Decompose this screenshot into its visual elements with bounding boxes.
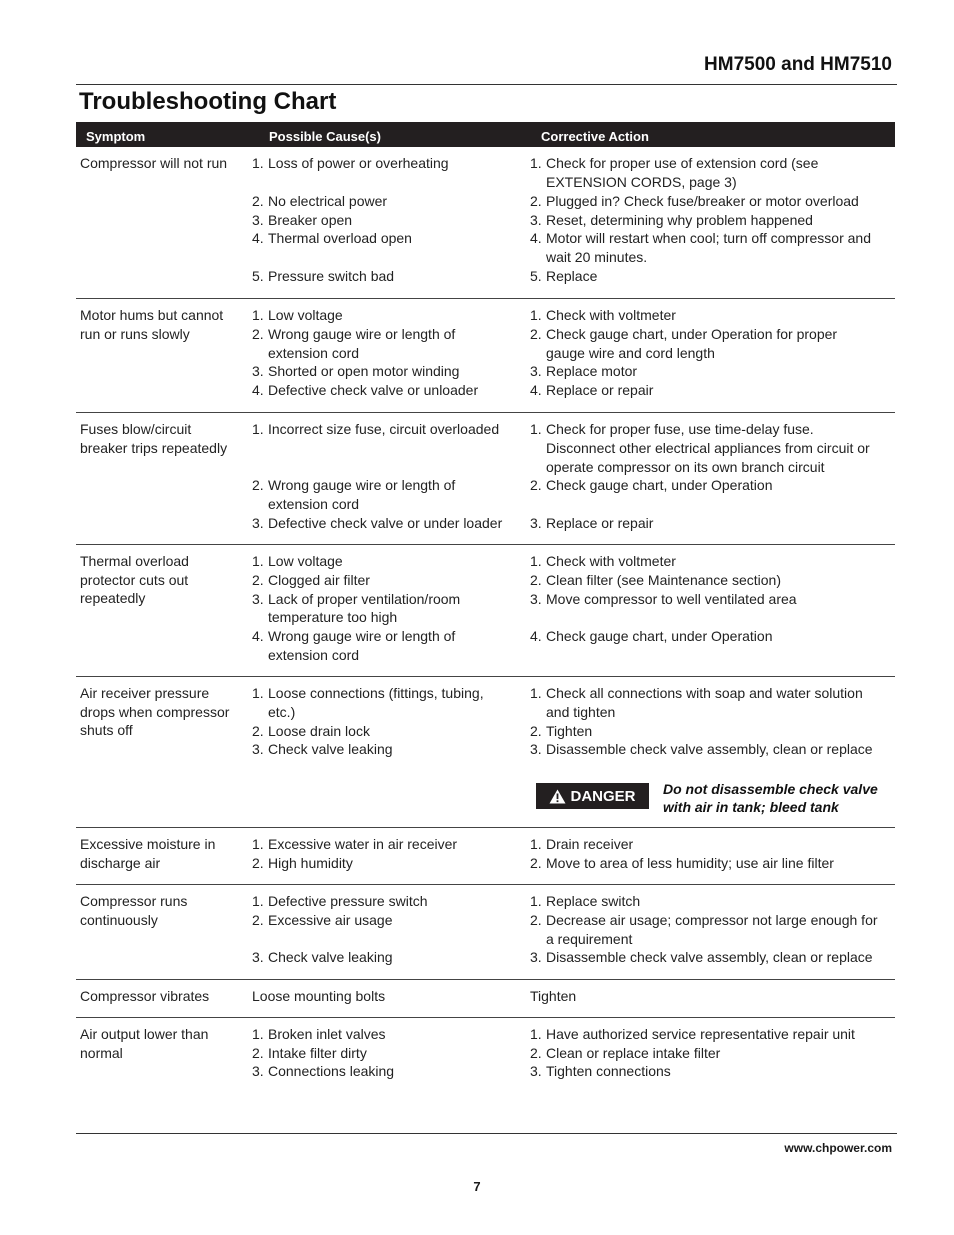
item-text: Low voltage <box>268 307 343 323</box>
cause-line <box>252 835 457 854</box>
item-number: 2. <box>252 1044 264 1061</box>
item-text: wait 20 minutes. <box>546 249 648 265</box>
symptom-text: continuously <box>80 911 158 928</box>
cause-line <box>252 646 359 665</box>
action-line <box>530 229 871 248</box>
cause-line <box>252 987 385 1006</box>
item-number: 3. <box>530 949 542 965</box>
cause-line <box>252 344 359 363</box>
action-line <box>530 192 859 211</box>
item-number: 1. <box>252 685 264 701</box>
item-number: 2. <box>252 193 264 209</box>
item-number: 3. <box>252 590 264 607</box>
item-number: 1. <box>530 155 542 171</box>
action-line <box>530 211 813 230</box>
symptom-text: drops when compressor <box>80 703 230 720</box>
item-number: 2. <box>530 722 542 739</box>
item-text: Clean filter (see Maintenance section) <box>546 572 782 588</box>
cause-line <box>252 495 359 514</box>
item-number: 4. <box>252 382 264 398</box>
item-text: Check for proper use of extension cord (see <box>546 155 819 171</box>
item-text: extension cord <box>268 496 360 512</box>
danger-message-line: with air in tank; bleed tank <box>663 799 839 815</box>
item-text: Excessive water in air receiver <box>268 836 458 852</box>
item-number: 5. <box>530 267 542 284</box>
item-text: Replace or repair <box>546 515 654 531</box>
cause-line <box>252 1044 367 1063</box>
danger-label: DANGER <box>570 787 636 805</box>
item-text: Loss of power or overheating <box>268 155 449 171</box>
item-number: 1. <box>530 1026 542 1042</box>
action-line <box>530 362 637 381</box>
item-number: 2. <box>252 326 264 342</box>
item-number: 3. <box>252 741 264 757</box>
item-number: 3. <box>530 1063 542 1079</box>
cause-line <box>252 362 459 381</box>
item-text: Low voltage <box>268 553 343 569</box>
troubleshooting-table <box>76 122 895 1098</box>
table-header <box>76 122 895 147</box>
item-text: Intake filter dirty <box>268 1044 367 1061</box>
item-text: No electrical power <box>268 193 388 209</box>
item-text: Check valve leaking <box>268 949 393 965</box>
symptom-text: protector cuts out <box>80 571 189 588</box>
item-text: Check valve leaking <box>268 741 393 757</box>
item-text: Decrease air usage; compressor not large enough for <box>546 912 878 928</box>
item-text: Defective check valve or under loader <box>268 515 503 531</box>
item-number: 2. <box>252 854 264 871</box>
item-text: Disconnect other electrical appliances from circuit or <box>546 440 870 456</box>
item-text: Shorted or open motor winding <box>268 363 460 379</box>
cause-line <box>252 608 397 627</box>
item-text: Thermal overload open <box>268 230 412 246</box>
item-number: 3. <box>252 1063 264 1079</box>
item-number: 2. <box>252 912 264 928</box>
header-causes: Possible Cause(s) <box>269 129 381 144</box>
item-number: 2. <box>530 193 542 209</box>
item-text: Wrong gauge wire or length of <box>268 628 456 644</box>
cause-line <box>252 590 460 609</box>
item-text: Loose mounting bolts <box>252 988 386 1004</box>
cause-line <box>252 571 370 590</box>
item-number: 1. <box>530 307 542 323</box>
item-number: 1. <box>252 1026 264 1042</box>
item-text: Have authorized service representative repair unit <box>546 1026 855 1042</box>
item-text: Defective pressure switch <box>268 893 428 909</box>
item-text: Replace switch <box>546 893 641 909</box>
item-text: gauge wire and cord length <box>546 344 715 361</box>
item-text: extension cord <box>268 344 360 361</box>
item-text: Drain receiver <box>546 836 634 852</box>
action-line <box>530 267 597 286</box>
item-number: 5. <box>252 268 264 284</box>
item-number: 3. <box>530 363 542 379</box>
item-text: Reset, determining why problem happened <box>546 211 813 228</box>
action-line <box>530 948 873 967</box>
symptom-text: Fuses blow/circuit <box>80 421 192 437</box>
danger-message-line: Do not disassemble check valve <box>663 781 878 797</box>
cause-line <box>252 325 455 344</box>
item-text: Incorrect size fuse, circuit overloaded <box>268 421 500 437</box>
item-number: 4. <box>530 230 542 246</box>
symptom-text: normal <box>80 1044 123 1061</box>
item-text: Replace or repair <box>546 382 654 398</box>
cause-line <box>252 476 455 495</box>
cause-line <box>252 154 449 173</box>
cause-line <box>252 740 393 759</box>
item-number: 1. <box>530 836 542 852</box>
item-text: Clogged air filter <box>268 572 370 588</box>
item-number: 1. <box>530 685 542 701</box>
action-line <box>530 439 870 458</box>
action-line <box>530 381 653 400</box>
action-line <box>530 740 873 759</box>
item-number: 3. <box>530 515 542 531</box>
action-line <box>530 420 814 439</box>
item-number: 4. <box>252 628 264 644</box>
table-row <box>76 147 895 299</box>
action-line <box>530 248 647 267</box>
symptom-text: breaker trips repeatedly <box>80 439 228 456</box>
item-text: Check gauge chart, under Operation <box>546 477 773 493</box>
cause-line <box>252 684 484 703</box>
item-text: EXTENSION CORDS, page 3) <box>546 174 737 190</box>
table-row <box>76 545 895 677</box>
table-row <box>76 828 895 885</box>
footer-rule <box>76 1133 897 1134</box>
symptom-text: Compressor will not run <box>80 155 228 171</box>
action-line <box>530 325 837 344</box>
action-line <box>530 835 633 854</box>
table-row <box>76 885 895 980</box>
item-text: Loose connections (fittings, tubing, <box>268 685 484 701</box>
action-line <box>530 173 737 192</box>
item-number: 4. <box>530 382 542 398</box>
item-text: operate compressor on its own branch circuit <box>546 459 825 475</box>
item-number: 1. <box>252 836 264 852</box>
item-number: 3. <box>530 741 542 757</box>
table-row <box>76 299 895 413</box>
table-row <box>76 413 895 545</box>
item-number: 3. <box>530 590 542 607</box>
action-line <box>530 987 576 1006</box>
item-text: Motor will restart when cool; turn off compressor and <box>546 230 871 246</box>
item-text: Move compressor to well ventilated area <box>546 590 797 607</box>
symptom-text: run or runs slowly <box>80 325 190 342</box>
item-text: Check with voltmeter <box>546 307 676 323</box>
action-line <box>530 344 715 363</box>
item-number: 3. <box>530 211 542 228</box>
table-row <box>76 1018 895 1098</box>
action-line <box>530 627 772 646</box>
item-text: High humidity <box>268 854 353 871</box>
cause-line <box>252 211 352 230</box>
item-text: Replace <box>546 267 598 284</box>
item-number: 3. <box>252 363 264 379</box>
item-text: Plugged in? Check fuse/breaker or motor overload <box>546 193 859 209</box>
symptom-text: Compressor runs <box>80 893 188 909</box>
action-line <box>530 854 834 873</box>
item-text: Defective check valve or unloader <box>268 382 479 398</box>
item-number: 2. <box>530 1044 542 1061</box>
symptom-text: shuts off <box>80 722 133 739</box>
item-number: 2. <box>530 854 542 871</box>
action-line <box>530 306 676 325</box>
action-line <box>530 1025 855 1044</box>
item-number: 1. <box>252 421 264 437</box>
website: www.chpower.com <box>784 1141 892 1155</box>
item-text: etc.) <box>268 704 296 720</box>
item-number: 2. <box>530 572 542 588</box>
item-text: Disassemble check valve assembly, clean or replace <box>546 741 873 757</box>
action-line <box>530 154 818 173</box>
item-text: extension cord <box>268 647 360 663</box>
action-line <box>530 892 640 911</box>
page-number: 7 <box>473 1179 481 1194</box>
action-line <box>530 552 676 571</box>
cause-line <box>252 948 393 967</box>
action-line <box>530 590 797 609</box>
item-text: Excessive air usage <box>268 912 393 928</box>
cause-line <box>252 552 343 571</box>
header-rule <box>76 84 897 85</box>
item-number: 2. <box>252 722 264 739</box>
action-line <box>530 911 878 930</box>
symptom-text: Air output lower than <box>80 1026 209 1042</box>
item-text: Check for proper fuse, use time-delay fuse. <box>546 421 814 437</box>
danger-message <box>663 780 903 816</box>
item-text: Connections leaking <box>268 1063 395 1079</box>
item-text: Check gauge chart, under Operation <box>546 628 773 644</box>
model-heading: HM7500 and HM7510 <box>704 54 892 75</box>
action-line <box>530 1044 720 1063</box>
symptom-text: discharge air <box>80 854 161 871</box>
action-line <box>530 684 863 703</box>
action-line <box>530 514 653 533</box>
table-body <box>76 147 895 1098</box>
action-line <box>530 1062 671 1081</box>
symptom-text: repeatedly <box>80 590 146 607</box>
item-number: 2. <box>530 912 542 928</box>
cause-line <box>252 306 343 325</box>
item-number: 1. <box>530 421 542 437</box>
item-text: Wrong gauge wire or length of <box>268 477 456 493</box>
cause-line <box>252 1062 394 1081</box>
symptom-text: Compressor vibrates <box>80 988 210 1004</box>
danger-badge <box>536 783 649 809</box>
header-symptom: Symptom <box>86 129 146 144</box>
warning-triangle-icon <box>549 789 566 804</box>
item-text: Breaker open <box>268 211 353 228</box>
item-text: Broken inlet valves <box>268 1026 386 1042</box>
symptom-text: Air receiver pressure <box>80 685 210 701</box>
cause-line <box>252 627 455 646</box>
cause-line <box>252 420 499 439</box>
item-text: Pressure switch bad <box>268 268 395 284</box>
item-number: 1. <box>530 553 542 569</box>
item-number: 4. <box>530 628 542 644</box>
item-number: 2. <box>252 477 264 493</box>
cause-line <box>252 381 478 400</box>
item-text: Check gauge chart, under Operation for proper <box>546 326 838 342</box>
action-line <box>530 703 615 722</box>
item-text: a requirement <box>546 930 633 947</box>
header-action: Corrective Action <box>541 129 649 144</box>
table-row <box>76 677 895 828</box>
page-title: Troubleshooting Chart <box>79 88 337 115</box>
cause-line <box>252 703 295 722</box>
item-text: Lack of proper ventilation/room <box>268 590 461 607</box>
cause-line <box>252 192 387 211</box>
item-number: 4. <box>252 230 264 246</box>
item-number: 1. <box>252 893 264 909</box>
cause-line <box>252 1025 386 1044</box>
item-text: Replace motor <box>546 363 638 379</box>
item-text: Check all connections with soap and water solution <box>546 685 863 701</box>
cause-line <box>252 514 502 533</box>
table-row <box>76 980 895 1018</box>
symptom-text: Excessive moisture in <box>80 836 216 852</box>
cause-line <box>252 911 393 930</box>
item-text: Wrong gauge wire or length of <box>268 326 456 342</box>
symptom-text: Motor hums but cannot <box>80 307 224 323</box>
item-text: Tighten <box>546 722 593 739</box>
item-text: temperature too high <box>268 609 398 625</box>
cause-line <box>252 892 428 911</box>
action-line <box>530 571 781 590</box>
action-line <box>530 476 772 495</box>
item-text: Tighten <box>530 988 577 1004</box>
action-line <box>530 458 825 477</box>
cause-line <box>252 854 353 873</box>
cause-line <box>252 229 412 248</box>
action-line <box>530 930 632 949</box>
item-text: Check with voltmeter <box>546 553 676 569</box>
item-text: Clean or replace intake filter <box>546 1044 721 1061</box>
cause-line <box>252 267 394 286</box>
item-number: 3. <box>252 211 264 228</box>
item-number: 1. <box>252 155 264 171</box>
item-number: 2. <box>252 572 264 588</box>
item-number: 3. <box>252 949 264 965</box>
item-text: Loose drain lock <box>268 722 370 739</box>
item-text: Move to area of less humidity; use air line filter <box>546 854 834 871</box>
item-number: 3. <box>252 515 264 531</box>
action-line <box>530 722 592 741</box>
symptom-text: Thermal overload <box>80 553 189 569</box>
item-text: Disassemble check valve assembly, clean or replace <box>546 949 873 965</box>
item-text: and tighten <box>546 704 616 720</box>
item-number: 1. <box>530 893 542 909</box>
item-number: 1. <box>252 553 264 569</box>
item-text: Tighten connections <box>546 1063 671 1079</box>
item-number: 2. <box>530 477 542 493</box>
item-number: 1. <box>252 307 264 323</box>
item-number: 2. <box>530 326 542 342</box>
cause-line <box>252 722 370 741</box>
